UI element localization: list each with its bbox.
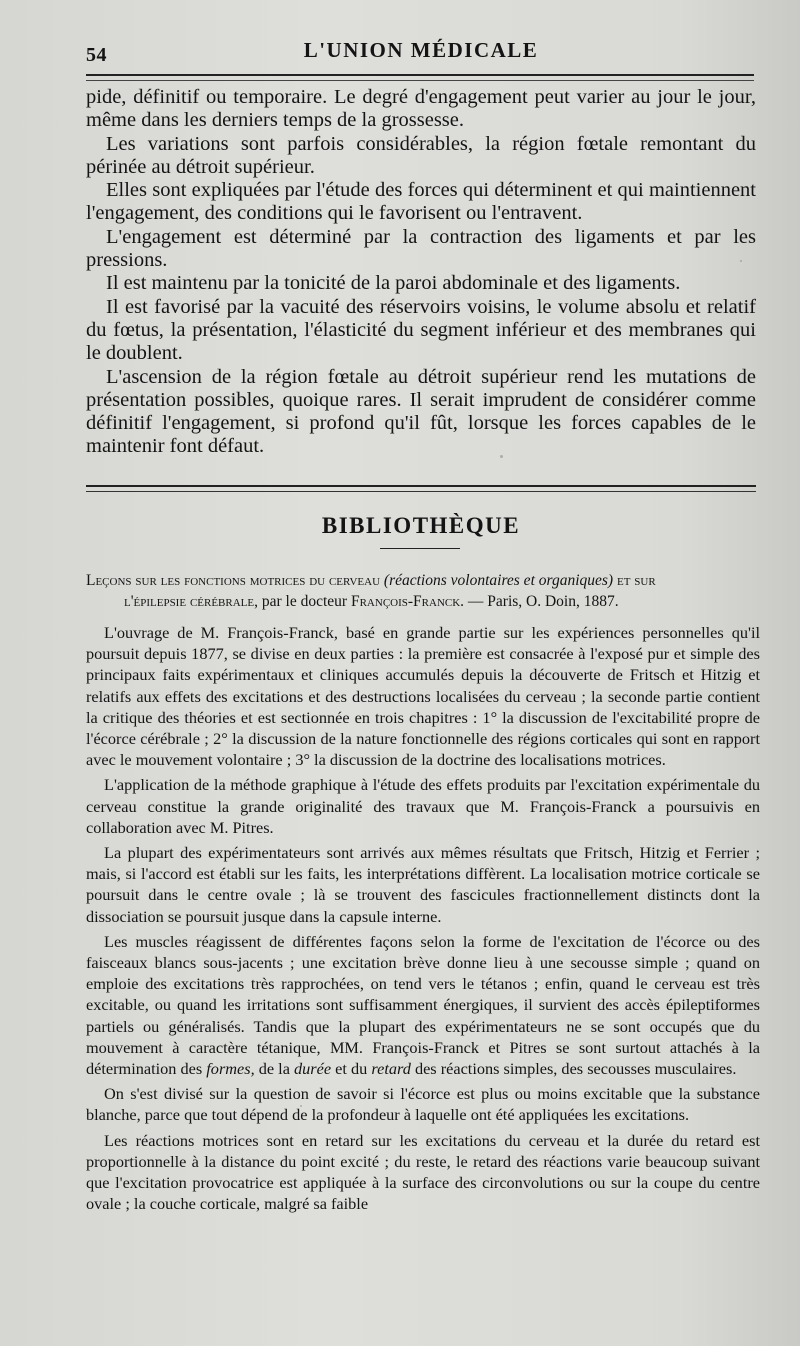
paper-speck	[740, 260, 742, 262]
book-title-cont: l'épilepsie cérébrale,	[124, 593, 258, 610]
running-title: L'UNION MÉDICALE	[303, 38, 539, 62]
paragraph: L'application de la méthode graphique à l'étude des effets produits par l'excitation expérimentale du cerveau constitue la grande originalité des travaux que M. François-Franck a poursuivis en collaboration avec M. Pitres.	[86, 775, 760, 837]
page-number: 54	[86, 44, 107, 66]
text-run: de la	[258, 1059, 290, 1079]
author-name: François-Franck.	[350, 593, 465, 610]
paragraph: Il est maintenu par la tonicité de la paroi abdominale et des ligaments.	[106, 272, 681, 295]
italic-term: retard	[371, 1059, 411, 1079]
title-underline	[380, 548, 460, 549]
bib-line-1	[86, 570, 756, 591]
header-rule-thin	[86, 80, 754, 81]
paragraph: Les réactions motrices sont en retard sur les excitations du cerveau et la durée du retard est proportionnelle à la distance du point excité ; du reste, le retard des réactions varie beaucoup suivant que l'excitation provocatrice est appliquée à la surface des circonvolutions ou sur la coupe du centre ovale ; la couche corticale, malgré sa faible	[86, 1130, 760, 1214]
italic-term: formes,	[206, 1059, 255, 1079]
paper-speck	[500, 455, 503, 458]
paragraph: Il est favorisé par la vacuité des réservoirs voisins, le volume absolu et relatif du fœtus, la présentation, l'élasticité du segment inférieur et des membranes qui le doublent.	[86, 295, 756, 365]
text-run: des réactions simples, des secousses musculaires.	[414, 1059, 737, 1079]
review-text	[86, 622, 760, 1218]
paragraph: Les variations sont parfois considérables, la région fœtale remontant du périnée au détroit supérieur.	[86, 132, 756, 178]
bibliographic-entry	[86, 570, 756, 612]
section-title: BIBLIOTHÈQUE	[321, 513, 521, 538]
paragraph	[86, 931, 760, 1079]
paragraph: On s'est divisé sur la question de savoir si l'écorce est plus ou moins excitable que la substance blanche, parce que tout dépend de la profondeur à laquelle ont été appliquées les excitations.	[86, 1084, 760, 1125]
book-subtitle: (réactions volontaires et organiques)	[383, 572, 614, 589]
header-rule	[86, 74, 754, 76]
paragraph: pide, définitif ou temporaire. Le degré d'engagement peut varier au jour le jour, même dans les derniers temps de la grossesse.	[86, 86, 756, 132]
paragraph: L'ouvrage de M. François-Franck, basé en grande partie sur les expériences personnelles qu'il poursuit depuis 1877, se divise en deux parties : la première est consacrée à l'exposé pur et simple des principaux faits expérimentaux et cliniques accumulés depuis la découverte de Fritsch et Hitzig et relatifs aux effets des excitations et des destructions localisées du cerveau ; la seconde partie contient la critique des théories et est sectionnée en trois chapitres : 1° la discussion de l'excitabilité propre de l'écorce cérébrale ; 2° la discussion de la nature fonctionnelle des régions corticales qui sont en rapport avec le mouvement volontaire ; 3° la discussion de la doctrine des localisations motrices.	[86, 623, 760, 770]
paper-speck	[300, 1105, 302, 1107]
book-title: Leçons sur les fonctions motrices du cerveau	[86, 572, 381, 589]
section-separator	[86, 485, 756, 487]
paragraph: L'ascension de la région fœtale au détroit supérieur rend les mutations de présentation possibles, quoique rares. Il serait imprudent de considérer comme définitif l'engagement, si profond qu'il fût, lorsque les forces capables de le maintenir font défaut.	[86, 365, 756, 458]
paragraph: La plupart des expérimentateurs sont arrivés aux mêmes résultats que Fritsch, Hitzig et Ferrier ; mais, si l'accord est établi sur les faits, les interprétations diffèrent. La localisation motrice corticale se poursuit dans le centre ovale ; là se trouvent des fascicules fractionnellement distincts dont la dissociation se poursuit jusque dans la capsule interne.	[86, 843, 760, 926]
page-header	[86, 34, 756, 66]
book-title-and: et sur	[616, 572, 656, 589]
text-run: et du	[335, 1059, 368, 1079]
author-prefix: par le docteur	[261, 593, 348, 610]
italic-term: durée	[294, 1059, 332, 1079]
section-separator-thin	[86, 491, 756, 492]
paragraph: Elles sont expliquées par l'étude des forces qui déterminent et qui maintiennent l'engagement, des conditions qui le favorisent ou l'entravent.	[86, 179, 756, 225]
obstetrics-text	[86, 86, 756, 459]
publication-info: — Paris, O. Doin, 1887.	[467, 593, 619, 610]
bib-line-2	[86, 591, 756, 612]
paragraph: L'engagement est déterminé par la contraction des ligaments et par les pressions.	[86, 225, 756, 272]
text-run: Les muscles réagissent de différentes façons selon la forme de l'excitation de l'écorce ou des faisceaux blancs sous-jacents ; une excitation brève donne lieu à une secousse simple ; quand on emploie des excitations très rapprochées, on tend vers le tétanos ; enfin, quand le cerveau est très excitable, ou quand les irritations sont suffisamment énergiques, il survient des accès épileptiformes partiels ou généralisés. Tandis que la plupart des expérimentateurs ne se sont occupés que du mouvement à caractère tétanique, MM. François-Franck et Pitres se sont surtout attachés à la détermination des	[86, 931, 760, 1079]
